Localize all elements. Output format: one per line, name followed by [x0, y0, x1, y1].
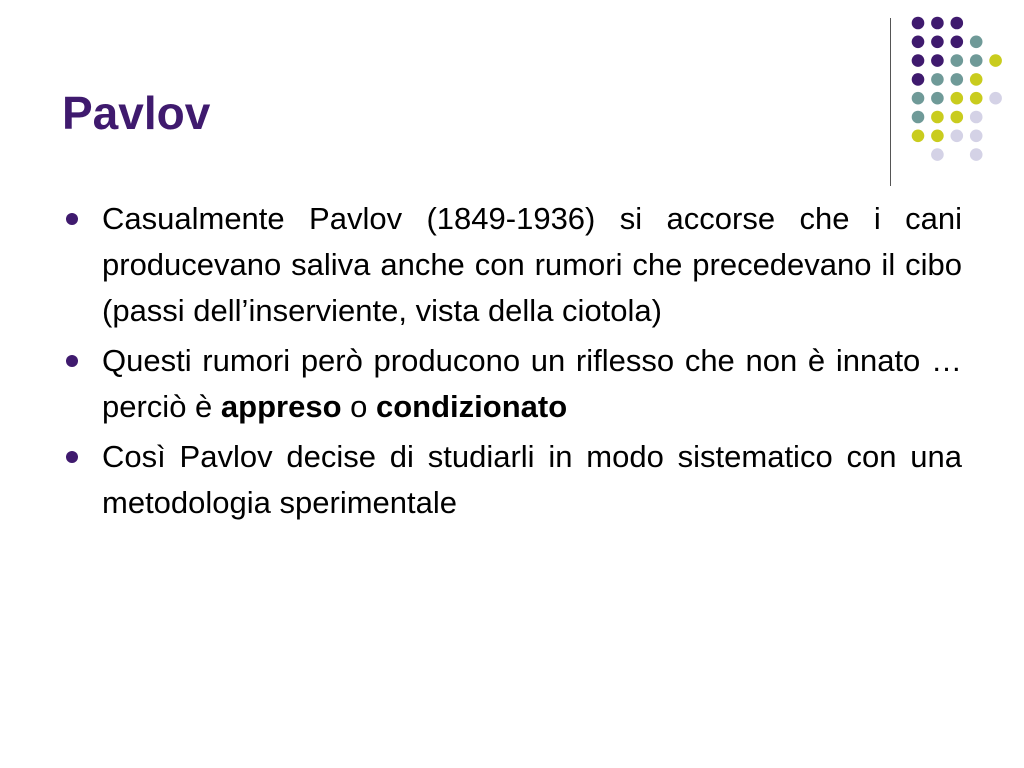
decorative-dot — [970, 130, 983, 143]
decorative-dot — [931, 17, 944, 30]
bullet-icon — [66, 213, 78, 225]
bullet-text-segment: Così Pavlov decise di studiarli in modo sistematico con una metodologia sperimentale — [102, 439, 962, 520]
decorative-dot — [951, 111, 964, 124]
decorative-dot — [931, 130, 944, 143]
decorative-dot — [912, 36, 925, 49]
decorative-dot — [970, 36, 983, 49]
bullet-icon — [66, 355, 78, 367]
decorative-dot — [931, 148, 944, 161]
bullet-item-2 — [64, 338, 962, 430]
decorative-dot — [951, 17, 964, 30]
decorative-dot — [912, 54, 925, 67]
bullet-list — [64, 196, 962, 530]
title-divider-line — [890, 18, 891, 186]
bullet-text-segment: Questi rumori però producono un riflesso che non è innato … perciò è — [102, 343, 962, 424]
decorative-dot — [912, 17, 925, 30]
bullet-text-segment: o — [341, 389, 376, 424]
decorative-dot — [931, 54, 944, 67]
bullet-text — [102, 343, 962, 424]
bullet-bold-text: condizionato — [375, 389, 568, 424]
decorative-dot — [912, 73, 925, 86]
decorative-dot — [912, 92, 925, 105]
decorative-dot — [951, 73, 964, 86]
bullet-text-segment: Casualmente Pavlov (1849-1936) si accorse che i cani producevano saliva anche con rumori che precedevano il cibo (passi dell’inserviente, vista della ciotola) — [102, 201, 962, 328]
decorative-dot — [951, 130, 964, 143]
decorative-dot — [951, 36, 964, 49]
decorative-dot — [970, 111, 983, 124]
decorative-dot — [970, 92, 983, 105]
bullet-item-1 — [64, 196, 962, 334]
slide-title: Pavlov — [62, 87, 211, 139]
bullet-item-3 — [64, 434, 962, 526]
decorative-dot — [989, 92, 1002, 105]
decorative-dot — [912, 130, 925, 143]
decorative-dot — [951, 92, 964, 105]
bullet-text — [102, 439, 962, 520]
decorative-dot — [951, 54, 964, 67]
decorative-dot — [931, 92, 944, 105]
decorative-dot — [970, 73, 983, 86]
decorative-dot — [931, 36, 944, 49]
decorative-dot — [912, 111, 925, 124]
bullet-icon — [66, 451, 78, 463]
decorative-dot — [931, 111, 944, 124]
decorative-dot — [989, 54, 1002, 67]
bullet-bold-text: appreso — [220, 389, 342, 424]
bullet-text — [102, 201, 962, 328]
decorative-dot — [970, 148, 983, 161]
decorative-dot — [970, 54, 983, 67]
decorative-dot — [931, 73, 944, 86]
